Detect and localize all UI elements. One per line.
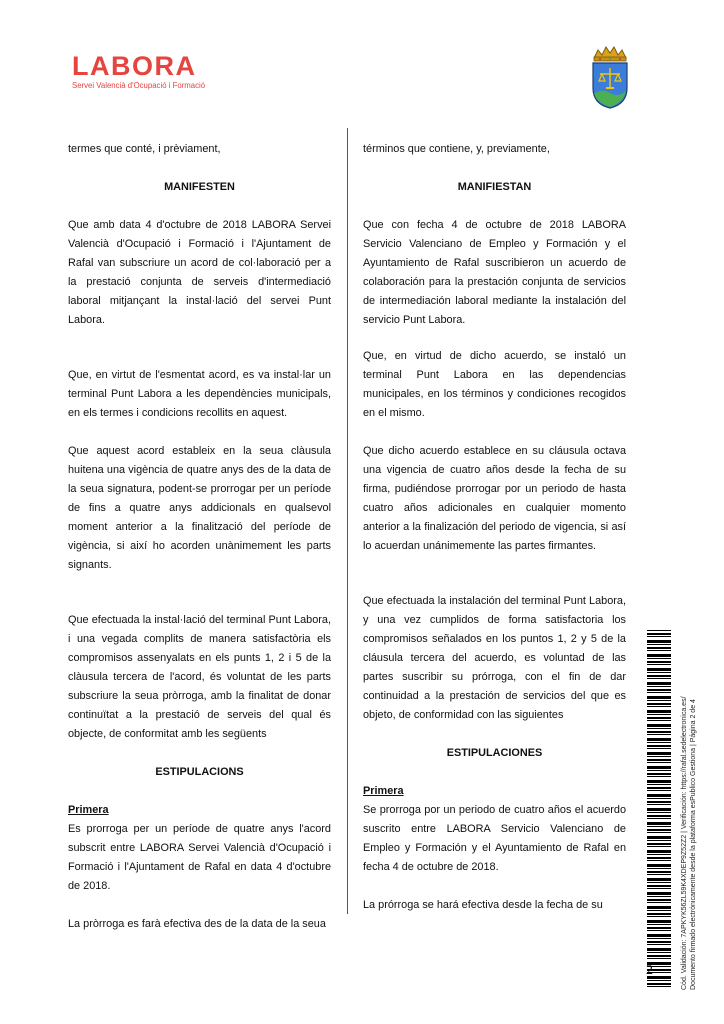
municipal-crest-icon [586,44,634,110]
primera-label: Primera [363,785,404,797]
verification-text [680,630,698,990]
barcode-icon [647,630,671,990]
verification-strip [644,630,712,990]
manifesten-heading: MANIFESTEN [164,181,235,193]
paragraph-2: Que, en virtud de dicho acuerdo, se instaló un terminal Punt Labora en las dependencias municipales, en los términos y condiciones recogidos en el mismo. [363,350,626,419]
paragraph-6: La prórroga se hará efectiva desde la fecha de su [363,899,603,911]
estipulacions-heading: ESTIPULACIONS [155,766,244,778]
signature-platform-line: Documento firmado electrónicamente desde la plataforma esPublico Gestiona | Página 2 de 4 [690,699,697,990]
paragraph-3: Que aquest acord estableix en la seua clàusula huitena una vigència de quatre anys des de la data de la seua signatura, podent-se prorrogar per un període de fins a quatre anys addicionals en qualsevol moment anterior a la finalització del període de vigència, si així ho acorden unànimement les parts signants. [68,445,331,571]
paragraph-5: Se prorroga por un periodo de cuatro años el acuerdo suscrito entre LABORA Servicio Valenciano de Empleo y Formación y el Ayuntamiento de Rafal en fecha 4 de octubre de 2018. [363,804,626,873]
labora-wordmark: LABORA [72,51,197,81]
intro-text: termes que conté, i prèviament, [68,143,221,155]
paragraph-1: Que con fecha 4 de octubre de 2018 LABORA Servicio Valenciano de Empleo y Formación y el Ayuntamiento de Rafal suscribieron un acuerdo de colaboración para la prestación conjunta de servicios de intermediación laboral mediante la instalación del servicio Punt Labora. [363,219,626,326]
paragraph-6: La pròrroga es farà efectiva des de la data de la seua [68,918,326,930]
manifiestan-heading: MANIFIESTAN [457,181,532,193]
verification-code-line: Cód. Validación: 7APKYK56ZL59K4XDEP9Z52Z2 | Verificación: https://rafal.sedelectronica.es/ [681,696,688,990]
intro-text: términos que contiene, y, previamente, [363,143,550,155]
column-divider [347,128,348,914]
spanish-column [363,140,626,915]
paragraph-4: Que efectuada la instal·lació del terminal Punt Labora, i una vegada complits de manera satisfactòria els compromisos assenyalats en els punts 1, 2 i 5 de la clàusula tercera de l'acord, és voluntat de les parts subscriure la seua pròrroga, amb la finalitat de donar continuïtat a la prestació de serveis del qual és objecte, de conformitat amb les següents [68,614,331,740]
labora-logo [72,52,205,91]
paragraph-2: Que, en virtut de l'esmentat acord, es va instal·lar un terminal Punt Labora a les dependències municipals, en els termes i condicions recollits en aquest. [68,369,331,419]
valencian-column [68,140,331,934]
paragraph-3: Que dicho acuerdo establece en su cláusula octava una vigencia de cuatro años desde la fecha de su firma, pudiéndose prorrogar por un periodo de hasta cuatro años adicionales en cualquier momento anterior a la finalización del periodo de vigencia, si así lo acuerdan unánimemente las partes firmantes. [363,445,626,552]
paragraph-4: Que efectuada la instalación del terminal Punt Labora, y una vez cumplidos de forma satisfactoria los compromisos señalados en los puntos 1, 2 y 5 de la cláusula tercera del acuerdo, es voluntad de las partes suscribir su prórroga, con el fin de dar continuidad a la prestación de servicios del que es objeto, de conformidad con las siguientes [363,595,626,721]
paragraph-5: Es prorroga per un període de quatre anys l'acord subscrit entre LABORA Servei Valencià d'Ocupació i Formació i l'Ajuntament de Rafal en data 4 d'octubre de 2018. [68,823,331,892]
labora-tagline: Servei Valencià d'Ocupació i Formació [72,81,206,90]
paragraph-1: Que amb data 4 d'octubre de 2018 LABORA Servei Valencià d'Ocupació i Formació i l'Ajuntament de Rafal van subscriure un acord de col·laboració per a la prestació conjunta de serveis d'intermediació laboral mitjançant la instal·lació del servei Punt Labora. [68,219,331,326]
page-number: 2 [646,963,653,978]
primera-label: Primera [68,804,109,816]
estipulaciones-heading: ESTIPULACIONES [446,747,543,759]
